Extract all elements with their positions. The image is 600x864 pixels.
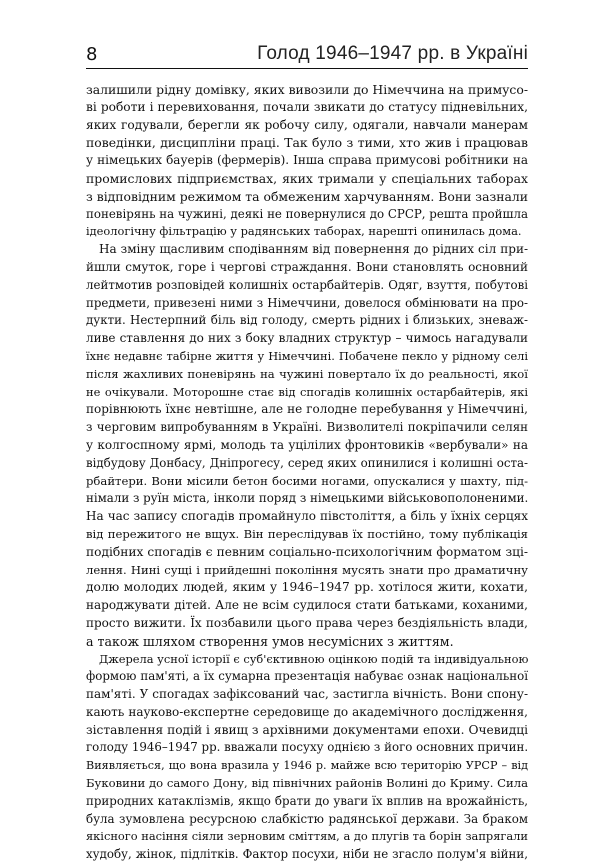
text-line: поневірянь на чужині, деякі не повернулися до СРСР, решта пройшла — [86, 206, 528, 224]
text-line: а також шляхом створення умов несумісних з життям. — [86, 633, 528, 651]
text-line: предмети, привезені ними з Німеччини, довелося обмінювати на про- — [86, 295, 528, 313]
text-line: Буковини до самого Дону, від північних районів Волині до Криму. Сила — [86, 775, 528, 793]
text-line: формою пам'яті, а їх сумарна презентація набуває ознак національної — [86, 668, 528, 686]
text-line: ві роботи і перевиховання, почали звикати до статусу підневільних, — [86, 99, 528, 117]
text-line: з відповідним режимом та обмеженим харчуванням. Вони зазнали — [86, 188, 528, 206]
text-line: кають науково-експертне середовище до академічного дослідження, — [86, 704, 528, 722]
text-line: голоду 1946–1947 рр. вважали посуху однією з його основних причин. — [86, 739, 528, 757]
text-line: відбудову Донбасу, Дніпрогесу, серед яких опинилися і колишні оста- — [86, 455, 528, 473]
text-line: промислових підприємствах, яких тримали у спеціальних таборах — [86, 170, 528, 188]
text-line: просто вижити. Їх позбавили цього права через бездіяльність влади, — [86, 615, 528, 633]
text-line: з черговим випробуванням в Україні. Визволителі покріпачили селян — [86, 419, 528, 437]
text-line: залишили рідну домівку, яких вивозили до Німеччина на примусо- — [86, 81, 528, 99]
text-line: їхнє недавнє табірне життя у Німеччині. Побачене пекло у рідному селі — [86, 348, 528, 366]
text-line: лення. Нині сущі і прийдешні покоління мусять знати про драматичну — [86, 562, 528, 580]
text-line: зіставлення подій і явищ з архівними документами епохи. Очевидці — [86, 722, 528, 740]
text-line: йшли смуток, горе і чергові страждання. Вони становлять основний — [86, 259, 528, 277]
text-line: у колгоспному ярмі, молодь та уцілілих фронтовиків «вербували» на — [86, 437, 528, 455]
body-text — [86, 81, 528, 864]
text-line: поведінки, дисципліни праці. Так було з тими, хто жив і працював — [86, 134, 528, 152]
text-line: від пережитого не вщух. Він переслідував їх постійно, тому публікація — [86, 526, 528, 544]
paragraph — [86, 81, 528, 241]
text-line: На зміну щасливим сподіванням від повернення до рідних сіл при- — [86, 241, 528, 259]
text-line: лейтмотив розповідей колишніх остарбайтерів. Одяг, взуття, побутові — [86, 277, 528, 295]
text-line: у німецьких бауерів (фермерів). Інша справа примусові робітники на — [86, 152, 528, 170]
text-line: худобу, жінок, підлітків. Фактор посухи, ніби не згасло полум'я війни, — [86, 846, 528, 864]
text-line: якісного насіння сіяли зерновим сміттям, а до плугів та борін запрягали — [86, 828, 528, 846]
text-line: порівнюють їхнє невтішне, але не голодне перебування у Німеччині, — [86, 401, 528, 419]
text-line: Джерела усної історії є суб'єктивною оцінкою подій та індивідуальною — [86, 651, 528, 669]
text-line: народжувати дітей. Але не всім судилося стати батьками, коханими, — [86, 597, 528, 615]
paragraph — [86, 241, 528, 650]
text-line: пам'яті. У спогадах зафіксований час, застигла вічність. Вони спону- — [86, 686, 528, 704]
text-line: дукти. Нестерпний біль від голоду, смерть рідних і близьких, зневаж- — [86, 312, 528, 330]
text-line: природних катаклізмів, якщо брати до уваги їх вплив на врожайність, — [86, 793, 528, 811]
text-line: після жахливих поневірянь на чужині повертало їх до реальності, якої — [86, 366, 528, 384]
paragraph — [86, 651, 528, 864]
text-line: яких годували, берегли як робочу силу, одягали, навчали манерам — [86, 117, 528, 135]
text-line: була зумовлена ресурсною слабкістю радянської держави. За браком — [86, 811, 528, 829]
running-title: Голод 1946–1947 рр. в Україні — [257, 44, 528, 64]
page-header — [86, 38, 528, 69]
text-line: Виявляється, що вона вразила у 1946 р. майже всю територію УРСР – від — [86, 757, 528, 775]
text-line: німали з руїн міста, інколи поряд з німецькими військовополоненими. — [86, 490, 528, 508]
text-line: ідеологічну фільтрацію у радянських таборах, нарешті опинилась дома. — [86, 223, 528, 241]
text-line: ливе ставлення до них з боку владних структур – чимось нагадували — [86, 330, 528, 348]
text-line: подібних спогадів є певним соціально-психологічним форматом зці- — [86, 544, 528, 562]
text-line: долю молодих людей, яким у 1946–1947 рр. хотілося жити, кохати, — [86, 579, 528, 597]
text-line: не очікували. Моторошне стає від спогадів колишніх остарбайтерів, які — [86, 384, 528, 402]
text-line: рбайтери. Вони місили бетон босими ногами, опускалися у шахту, під- — [86, 473, 528, 491]
page-number: 8 — [86, 45, 97, 65]
text-line: На час запису спогадів промайнуло півстоліття, а біль у їхніх серцях — [86, 508, 528, 526]
